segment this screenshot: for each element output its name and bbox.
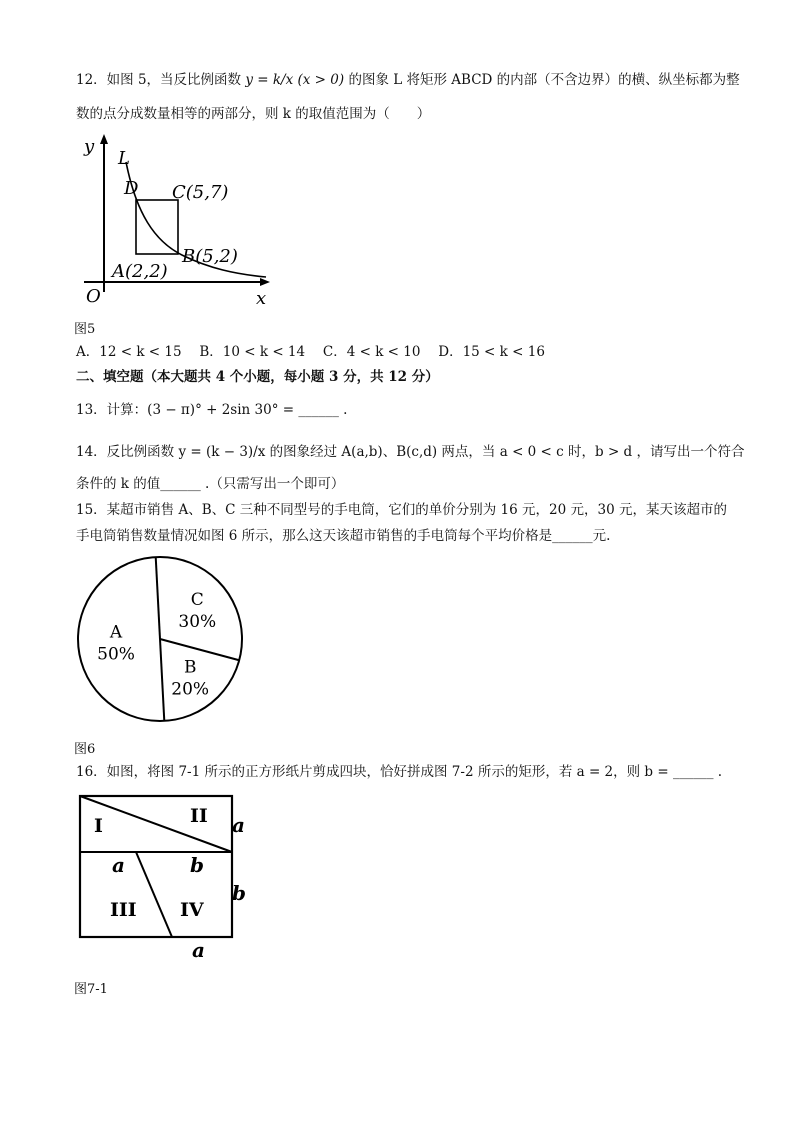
pie-slice-boundary [156, 557, 160, 639]
q14-line1: 14．反比例函数 y = (k − 3)/x 的图象经过 A(a,b)、B(c,d) 两点，当 a < 0 < c 时，b > d ，请写出一个符合 [76, 444, 745, 460]
pie-slice-value-a: 50% [97, 644, 135, 665]
pie-slice-value-b: 20% [171, 679, 210, 700]
figure-6-caption: 图6 [74, 742, 96, 757]
q12-text-a: 12．如图 5，当反比例函数 [76, 72, 242, 88]
point-d-label: D [124, 178, 139, 199]
label-b-mid: b [190, 853, 204, 877]
slant-cut [136, 852, 172, 937]
pie-slice-boundary [160, 639, 239, 660]
piece-IV-label: IV [180, 899, 204, 921]
q15-line1: 15．某超市销售 A、B、C 三种不同型号的手电筒，它们的单价分别为 16 元，20 元，30 元，某天该超市的 [76, 502, 727, 518]
point-c-label: C(5,7) [172, 182, 229, 203]
pie-slice-label-b: B [183, 657, 197, 678]
point-a-label: A(2,2) [112, 261, 168, 282]
q16: 16．如图，将图 7-1 所示的正方形纸片剪成四块，恰好拼成图 7-2 所示的矩形，若 a = 2，则 b = ______ . [76, 764, 723, 780]
y-axis-label: y [84, 136, 95, 157]
figure-5 [74, 132, 274, 312]
figure-6-pie-chart [74, 553, 254, 725]
origin-label: O [86, 286, 101, 307]
rectangle-abcd [136, 200, 178, 254]
q12-line1 [76, 70, 740, 90]
figure-7-1-caption: 图7-1 [74, 982, 108, 997]
curve-label: L [118, 148, 130, 169]
figure-5-caption: 图5 [74, 322, 96, 337]
piece-III-label: III [110, 899, 137, 921]
figure-7-1 [74, 792, 254, 964]
section-2-heading: 二、填空题（本大题共 4 个小题，每小题 3 分，共 12 分） [76, 369, 439, 385]
piece-I-label: I [94, 815, 103, 837]
q15-line2: 手电筒销售数量情况如图 6 所示，那么这天该超市销售的手电筒每个平均价格是______元. [76, 528, 611, 544]
label-a-right: a [232, 813, 245, 837]
pie-slice-value-c: 30% [178, 611, 217, 632]
pie-slice-label-a: A [109, 622, 123, 643]
label-a-bottom: a [192, 938, 205, 962]
pie-slice-boundary [160, 639, 164, 721]
x-axis-label: x [256, 288, 267, 309]
q12-options: A．12 < k < 15 B．10 < k < 14 C．4 < k < 10 D．15 < k < 16 [76, 344, 545, 360]
q12-formula: y = k/x (x > 0) [245, 72, 345, 88]
q12-text-b: 的图象 L 将矩形 ABCD 的内部（不含边界）的横、纵坐标都为整 [348, 72, 740, 88]
q14-line2: 条件的 k 的值______ .（只需写出一个即可） [76, 476, 345, 492]
piece-II-label: II [190, 805, 208, 827]
label-a-mid: a [112, 853, 125, 877]
q12-line2: 数的点分成数量相等的两部分，则 k 的取值范围为（ ） [76, 106, 431, 122]
label-b-right: b [232, 881, 246, 905]
pie-slice-label-c: C [190, 589, 204, 610]
q13: 13．计算：(3 − π)° + 2sin 30° = ______ . [76, 402, 348, 418]
point-b-label: B(5,2) [182, 246, 238, 267]
